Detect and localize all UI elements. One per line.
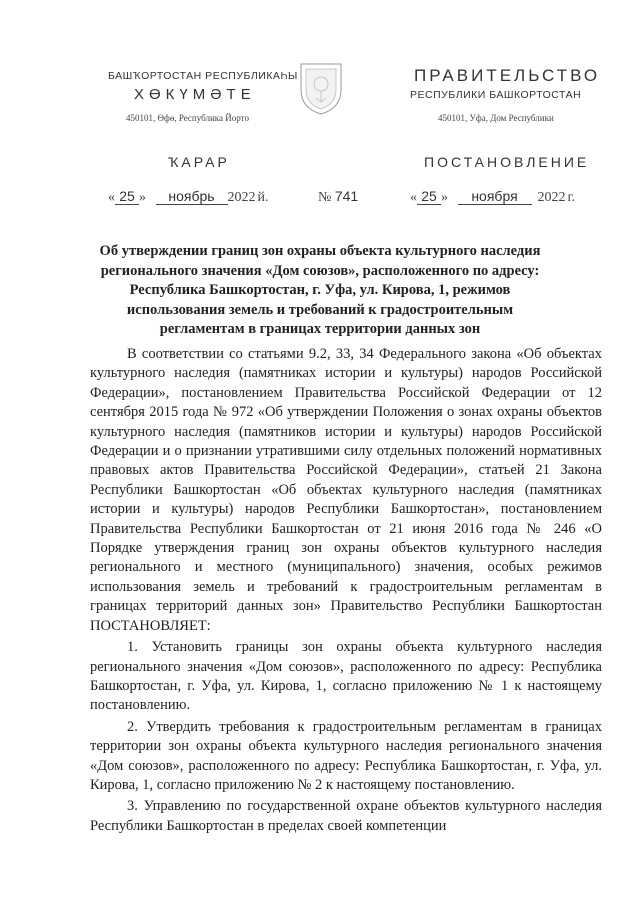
document-title: [90, 242, 550, 340]
date-right-day: 25: [417, 188, 441, 205]
document-body: [90, 345, 602, 838]
body-paragraph-3: 3. Управлению по государственной охране объектов культурного наследия Республики Башкортостан в пределах своей компетенции: [90, 798, 602, 834]
title-line: Об утверждении границ зон охраны объекта культурного наследия: [99, 243, 541, 259]
date-left-year-suffix: й.: [257, 190, 269, 205]
date-left: [108, 188, 269, 206]
body-paragraph-2: 2. Утвердить требования к градостроительным регламентам в границах территории зон охраны объекта культурного наследия регионального значения «Дом союзов», расположенного по адресу: Республика Башкортостан, г. Уфа, ул. Кирова, 1, согласно приложению № 2 к настоящему постановлению.: [90, 718, 602, 793]
left-org-line2: ХӨКҮМӘТЕ: [134, 86, 256, 103]
date-right-open-quote: «: [410, 190, 417, 205]
doc-type-left: ҠАРАР: [168, 154, 230, 170]
date-left-day: 25: [115, 188, 139, 205]
right-org-line2: РЕСПУБЛИКИ БАШКОРТОСТАН: [410, 89, 582, 101]
title-line: регионального значения «Дом союзов», расположенного по адресу:: [100, 262, 540, 279]
date-left-close-quote: »: [139, 190, 146, 205]
left-org-line1: БАШҠОРТОСТАН РЕСПУБЛИКАҺЫ: [108, 70, 298, 82]
right-org-line1: ПРАВИТЕЛЬСТВО: [414, 66, 601, 85]
doc-type-right: ПОСТАНОВЛЕНИЕ: [424, 154, 590, 170]
left-address: 450101, Өфө, Республика Йорто: [126, 113, 249, 123]
coat-of-arms-emblem-icon: [296, 60, 346, 116]
body-paragraph-1: 1. Установить границы зон охраны объекта культурного наследия регионального значения «Дом союзов», расположенного по адресу: Республика Башкортостан, г. Уфа, ул. Кирова, 1, согласно приложению № 1 к настоящему постановлению.: [90, 639, 602, 714]
date-left-year: 2022: [227, 190, 256, 205]
number-value: 741: [334, 188, 359, 204]
title-line: Республика Башкортостан, г. Уфа, ул. Кирова, 1, режимов: [129, 282, 511, 298]
date-right-close-quote: »: [441, 190, 448, 205]
date-right: [410, 188, 575, 206]
date-left-month: ноябрь: [156, 188, 228, 205]
date-right-year: 2022: [537, 190, 566, 205]
number-prefix: №: [318, 190, 332, 205]
title-line: регламентам в границах территории данных зон: [159, 321, 481, 337]
title-line: использования земель и требований к градостроительным: [126, 301, 514, 318]
date-right-month: ноября: [458, 188, 532, 205]
body-paragraph-preamble: В соответствии со статьями 9.2, 33, 34 Федерального закона «Об объектах культурного наследия (памятниках истории и культуры) народов Российской Федерации», постановлением Правительства Российской Федерации от 12 сентября 2015 года № 972 «Об утверждении Положения о зонах охраны объектов культурного наследия (памятников истории и культуры) народов Российской Федерации и о признании утратившими силу отдельных положений нормативных правовых актов Правительства Российской Федерации», статьей 21 Закона Республики Башкортостан «Об объектах культурного наследия (памятниках истории и культуры) народов Республики Башкортостан», постановлением Правительства Республики Башкортостан от 21 июня 2016 года № 246 «О Порядке утверждения границ зон охраны объектов культурного наследия регионального и местного (муниципального) значения, особых режимов использования земель и требований к градостроительным регламентам в границах территорий данных зон» Правительство Республики Башкортостан ПОСТАНОВЛЯЕТ:: [90, 346, 602, 634]
document-number: [318, 188, 358, 206]
date-left-open-quote: «: [108, 190, 115, 205]
date-right-year-suffix: г.: [567, 190, 576, 205]
right-address: 450101, Уфа, Дом Республики: [438, 113, 554, 123]
